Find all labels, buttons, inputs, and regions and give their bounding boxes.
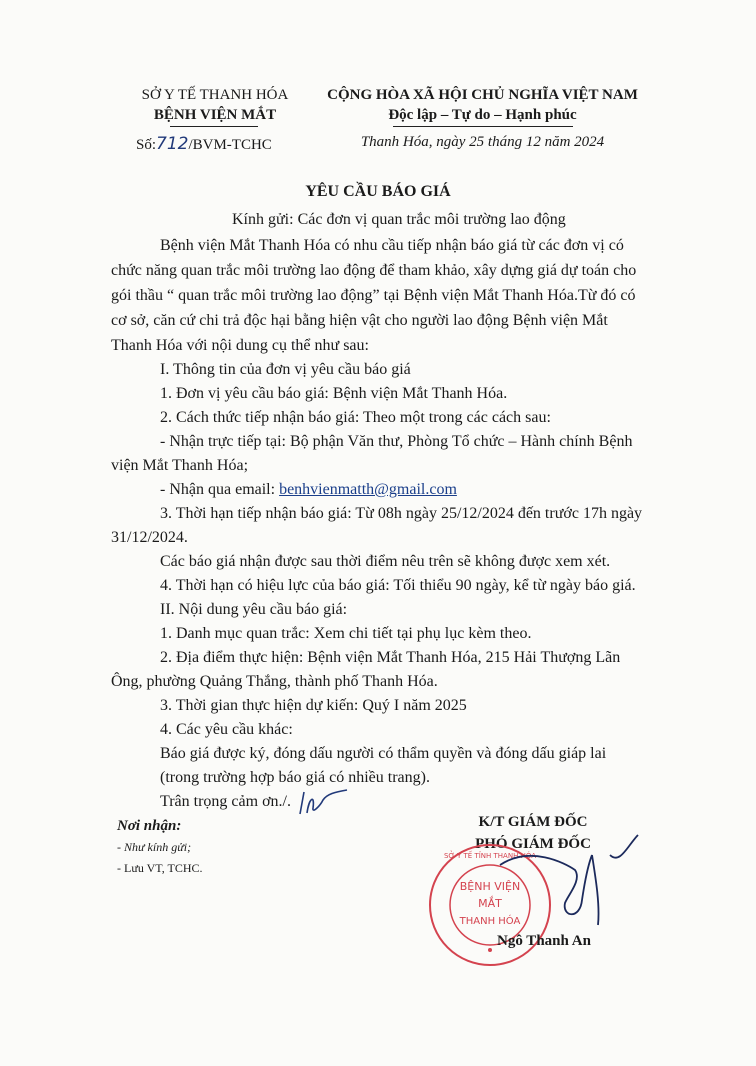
section-1-item-3: 3. Thời hạn tiếp nhận báo giá: Từ 08h ngày 25/12/2024 đến trước 17h ngày: [160, 505, 643, 522]
national-title: CỘNG HÒA XÃ HỘI CHỦ NGHĨA VIỆT NAM: [327, 87, 638, 103]
recipient-item: - Lưu VT, TCHC.: [117, 861, 203, 875]
email-link[interactable]: benhvienmatth@gmail.com: [279, 481, 457, 498]
national-motto: Độc lập – Tự do – Hạnh phúc: [388, 107, 577, 123]
section-2-item-2-cont: Ông, phường Quảng Thắng, thành phố Thanh Hóa.: [111, 673, 438, 690]
section-1-item-2a-cont: viện Mắt Thanh Hóa;: [111, 457, 249, 474]
section-2-item-1: 1. Danh mục quan trắc: Xem chi tiết tại phụ lục kèm theo.: [160, 625, 532, 642]
agency-name: SỞ Y TẾ THANH HÓA: [141, 87, 289, 103]
seal-line-1: BỆNH VIỆN: [459, 880, 521, 893]
section-1-item-2b: [160, 481, 457, 499]
initials-signature: [295, 786, 355, 820]
director-signature: [470, 825, 650, 935]
section-2-item-3: 3. Thời gian thực hiện dự kiến: Quý I năm 2025: [160, 697, 467, 714]
intro-line: Thanh Hóa với nội dung cụ thể như sau:: [111, 337, 369, 354]
divider: [170, 126, 258, 127]
signer-role-2: PHÓ GIÁM ĐỐC: [475, 836, 591, 852]
recipient-item: - Như kính gửi;: [117, 840, 192, 854]
section-1-item-1: 1. Đơn vị yêu cầu báo giá: Bệnh viện Mắt Thanh Hóa.: [160, 385, 508, 402]
email-label: - Nhận qua email:: [160, 481, 280, 498]
seal-line-2: MẮT: [478, 897, 502, 910]
section-1-item-3-note: Các báo giá nhận được sau thời điểm nêu trên sẽ không được xem xét.: [160, 553, 611, 570]
section-2-item-4: 4. Các yêu cầu khác:: [160, 721, 293, 738]
document-title: YÊU CẦU BÁO GIÁ: [305, 183, 451, 200]
section-2-title: II. Nội dung yêu cầu báo giá:: [160, 601, 348, 618]
section-2-item-4-detail: Báo giá được ký, đóng dấu người có thẩm quyền và đóng dấu giáp lai: [160, 745, 607, 762]
section-2-item-4-detail-cont: (trong trường hợp báo giá có nhiều trang).: [160, 769, 430, 786]
number-prefix: Số:: [136, 137, 157, 153]
intro-line: gói thầu “ quan trắc môi trường lao động” tại Bệnh viện Mắt Thanh Hóa.Từ đó có: [111, 287, 636, 304]
section-1-item-2a: - Nhận trực tiếp tại: Bộ phận Văn thư, Phòng Tổ chức – Hành chính Bệnh: [160, 433, 633, 450]
section-1-title: I. Thông tin của đơn vị yêu cầu báo giá: [160, 361, 411, 378]
section-2-item-2: 2. Địa điểm thực hiện: Bệnh viện Mắt Thanh Hóa, 215 Hải Thượng Lãn: [160, 649, 621, 666]
signer-role-1: K/T GIÁM ĐỐC: [478, 814, 588, 830]
intro-line: cơ sở, căn cứ chi trả độc hại bằng hiện vật cho người lao động Bệnh viện Mắt: [111, 312, 608, 329]
closing-line: Trân trọng cảm ơn./.: [160, 793, 291, 810]
divider: [393, 126, 573, 127]
seal-ring-text: SỞ Y TẾ TỈNH THANH HÓA: [443, 852, 537, 860]
section-1-item-3-cont: 31/12/2024.: [111, 529, 188, 546]
recipients-title: Nơi nhận:: [117, 818, 182, 834]
section-1-item-4: 4. Thời hạn có hiệu lực của báo giá: Tối thiểu 90 ngày, kể từ ngày báo giá.: [160, 577, 636, 594]
signer-name: Ngô Thanh An: [497, 933, 591, 949]
section-1-item-2: 2. Cách thức tiếp nhận báo giá: Theo một trong các cách sau:: [160, 409, 551, 426]
intro-line: Bệnh viện Mắt Thanh Hóa có nhu cầu tiếp nhận báo giá từ các đơn vị có: [160, 237, 624, 254]
recipient-line: Kính gửi: Các đơn vị quan trắc môi trường lao động: [232, 211, 566, 228]
document-number: [136, 134, 272, 154]
number-handwritten: 712: [156, 134, 189, 154]
hospital-name: BỆNH VIỆN MẮT: [153, 107, 277, 123]
number-suffix: /BVM-TCHC: [188, 137, 272, 153]
seal-line-3: THANH HÓA: [459, 916, 521, 927]
date-line: Thanh Hóa, ngày 25 tháng 12 năm 2024: [360, 134, 605, 150]
intro-line: chức năng quan trắc môi trường lao động để tham khảo, xây dựng giá dự toán cho: [111, 262, 637, 279]
